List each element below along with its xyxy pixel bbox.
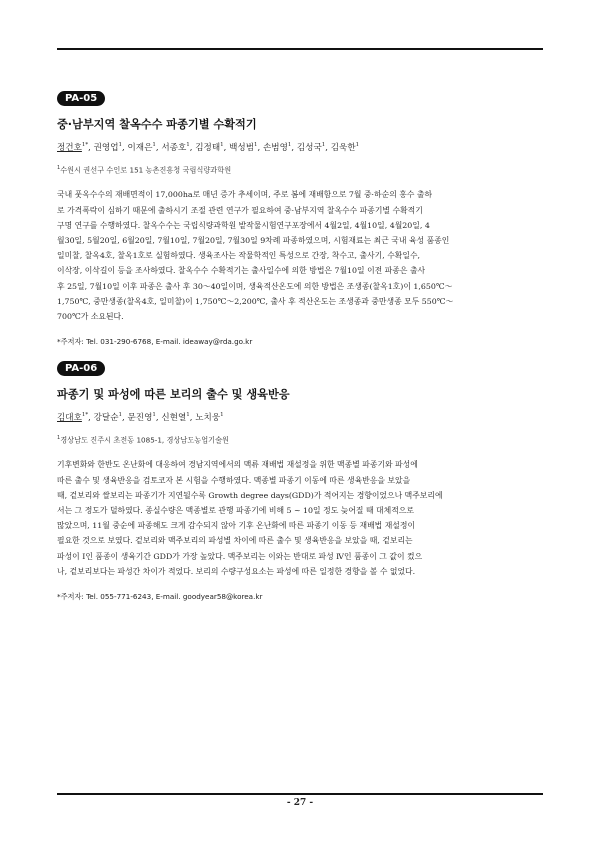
author-affiliation-marker: 1*	[81, 412, 89, 419]
author-affiliation-marker: 1	[321, 142, 326, 149]
author-name: 신현열	[161, 413, 187, 423]
body-line: 월30일, 5월20일, 6월20일, 7월10일, 7월20일, 7월30일 9차례 파종하였으며, 시험재료는 최근 국내 육성 품종인	[57, 236, 450, 245]
author-affiliation-marker: 1	[118, 412, 123, 419]
body-line: 필요한 것으로 보였다. 겉보리와 맥주보리의 파성별 차이에 따른 출수 및 생육반응을 보았을 때, 겉보리는	[57, 536, 413, 546]
author-name: 김욱한	[330, 143, 356, 153]
abstract-title: 중·남부지역 찰옥수수 파종기별 수확적기	[57, 118, 257, 131]
body-line: 700℃가 소요된다.	[57, 312, 124, 322]
author-list: 정건호$^{1*}$, 권영업$^1$, 이재은$^1$, 서종호$^1$, 김정태$^1$, 백성범$^1$, 손범영$^1$, 김성국$^1$, 김욱한$^1$	[57, 142, 360, 153]
author-name: 김성국	[296, 143, 322, 153]
affiliation-text: 수원시 권선구 수인로 151 농촌진흥청 국립식량과학원	[60, 165, 232, 175]
author-name: 정건호	[57, 143, 82, 153]
affiliation-marker: 1	[57, 165, 61, 171]
page-number: - 27 -	[286, 798, 314, 808]
author-name: 김정태	[195, 143, 221, 153]
contact-info: *주저자: Tel. 055-771-6243, E-mail. goodyear58@korea.kr	[57, 592, 263, 602]
body-line: 때, 겉보리와 쌀보리는 파종기가 지연될수록 Growth degree days(GDD)가 적어지는 경향이었으나 맥주보리에	[57, 490, 443, 500]
body-line: 구명 연구를 수행하였다. 찰옥수수는 국립식량과학원 밭작물시험연구포장에서 4월2일, 4월10일, 4월20일, 4	[57, 220, 430, 230]
affiliation-marker: 1	[57, 435, 61, 441]
author-affiliation-marker: 1	[287, 142, 292, 149]
body-line: 파성이 Ⅰ인 품종이 생육기간 GDD가 가장 높았다. 맥주보리는 이와는 반대로 파성 Ⅳ인 품종이 그 값이 컸으	[57, 551, 423, 561]
abstract-body	[57, 187, 543, 324]
author-affiliation-marker: 1	[118, 142, 123, 149]
body-line: 후 25일, 7월10일 이후 파종은 출사 후 30～40일이며, 생육적산온도에 의한 방법은 조생종(찰옥1호)이 1,650℃～	[57, 281, 453, 291]
abstract-tag: PA-05	[57, 91, 105, 106]
author-name: 백성범	[229, 143, 255, 153]
affiliation-text: 경상남도 진주시 초전동 1085-1, 경상남도농업기술원	[60, 435, 229, 445]
author-affiliation-marker: 1	[186, 412, 190, 419]
author-name: 김대호	[57, 413, 82, 423]
author-name: 문진영	[127, 413, 153, 423]
author-affiliation-marker: 1	[186, 142, 190, 149]
abstract-body	[57, 457, 543, 579]
author-affiliation-marker: 1	[152, 142, 156, 149]
author-name: 서종호	[161, 143, 187, 153]
author-name: 손범영	[263, 143, 288, 153]
author-affiliation-marker: 1	[220, 412, 224, 419]
body-line: 나, 겉보리보다는 파성간 차이가 적었다. 보리의 수량구성요소는 파성에 따른 일정한 경향을 볼 수 없었다.	[57, 566, 416, 576]
header-rule	[57, 48, 543, 50]
body-line: 일미찰, 찰옥4호, 찰옥1호로 실험하였다. 생육조사는 작물학적인 특성으로 간장, 착수고, 출사기, 수확일수,	[57, 251, 421, 261]
author-affiliation-marker: 1	[355, 142, 360, 149]
abstract-pa-05	[57, 86, 543, 348]
body-line: 국내 풋옥수수의 재배면적이 17,000ha로 매년 증가 추세이며, 주로 봄에 재배함으로 7월 중·하순의 홍수 출하	[57, 190, 433, 200]
body-line: 기후변화와 한반도 온난화에 대응하여 경남지역에서의 맥류 재배법 재설정을 위한 맥종별 파종기와 파성에	[57, 460, 418, 470]
body-line: 1,750℃, 중만생종(찰옥4호, 일미찰)이 1,750℃～2,200℃, 출사 후 적산온도는 조생종과 중만생종 모두 550℃～	[57, 296, 454, 306]
abstract-tag: PA-06	[57, 361, 105, 376]
author-name: 노치웅	[195, 413, 221, 423]
author-name: 강달순	[93, 413, 119, 423]
author-affiliation-marker: 1	[152, 412, 156, 419]
author-affiliation-marker: 1*	[81, 142, 89, 149]
body-line: 로 가격폭락이 심하기 때문에 출하시기 조절 관련 연구가 필요하여 중·남부지역 찰옥수수 파종기별 수확적기	[57, 205, 423, 215]
body-line: 서는 그 정도가 덜하였다. 종실수량은 맥종별로 관행 파종기에 비해 5 ~ 10일 정도 늦어질 때 대체적으로	[57, 506, 414, 515]
abstract-pa-06	[57, 356, 543, 603]
author-name: 이재은	[127, 143, 153, 153]
affiliation	[57, 432, 543, 446]
footer-rule	[57, 793, 543, 795]
author-list: 김대호$^{1*}$, 강달순$^1$, 문진영$^1$, 신현열$^1$, 노치웅$^1$	[57, 412, 224, 423]
body-line: 많았으며, 11월 중순에 파종해도 크게 감수되지 않아 기후 온난화에 따른 파종기 이동 등 재배법 재설정이	[57, 521, 416, 531]
author-name: 권영업	[93, 143, 119, 153]
affiliation	[57, 162, 543, 176]
author-affiliation-marker: 1	[254, 142, 258, 149]
abstract-title: 파종기 및 파성에 따른 보리의 출수 및 생육반응	[57, 388, 290, 401]
author-affiliation-marker: 1	[220, 142, 224, 149]
body-line: 따른 출수 및 생육반응을 검토코자 본 시험을 수행하였다. 맥종별 파종기 이동에 따른 생육반응을 보았을	[57, 475, 411, 485]
body-line: 이삭장, 이삭길이 등을 조사하였다. 찰옥수수 수확적기는 출사일수에 의한 방법은 7월10일 이전 파종은 출사	[57, 266, 426, 276]
contact-info: *주저자: Tel. 031-290-6768, E-mail. ideaway@rda.go.kr	[57, 337, 253, 347]
